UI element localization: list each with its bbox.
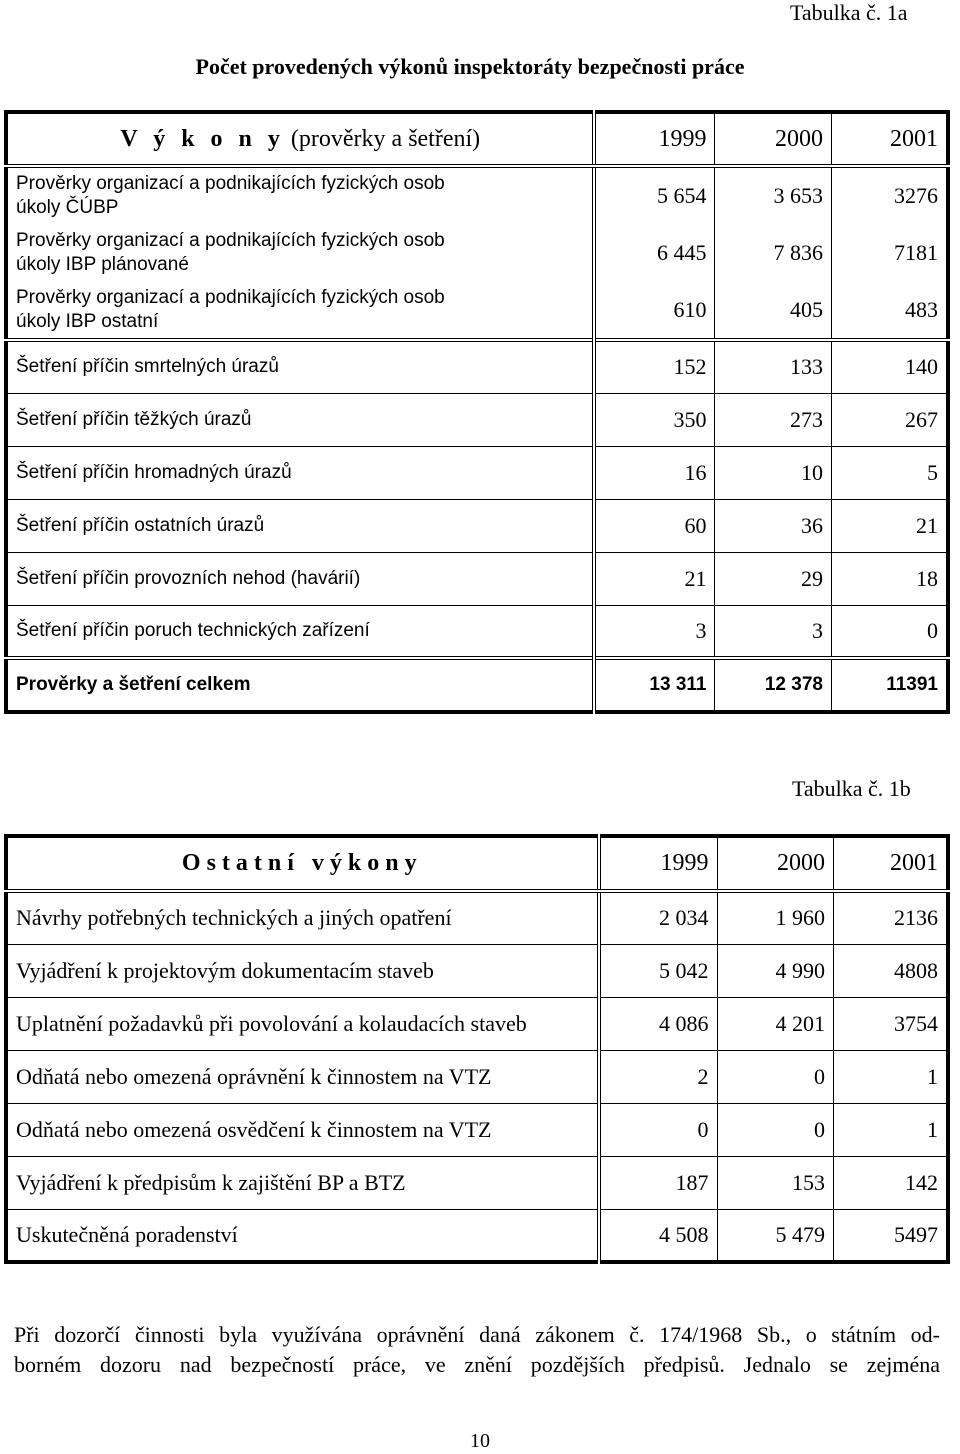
row-label: Odňatá nebo omezená osvědčení k činnostem na VTZ — [6, 1103, 599, 1156]
cell-2000: 0 — [717, 1050, 833, 1103]
cell-2000: 29 — [715, 552, 831, 605]
cell-2000: 3 653 — [715, 166, 831, 224]
table-row — [6, 997, 948, 1050]
cell-2001: 483 — [831, 282, 948, 340]
cell-2000: 7 836 — [715, 224, 831, 282]
table-row — [6, 166, 948, 224]
table-row — [6, 552, 948, 605]
cell-2001: 5 — [831, 446, 948, 499]
cell-2001: 267 — [831, 393, 948, 446]
cell-1999: 610 — [594, 282, 715, 340]
table-row — [6, 1209, 948, 1262]
cell-2000: 133 — [715, 340, 831, 393]
table-row — [6, 224, 948, 282]
table-row — [6, 446, 948, 499]
year-header: 2001 — [831, 112, 948, 166]
cell-2000: 4 201 — [717, 997, 833, 1050]
cell-1999: 16 — [594, 446, 715, 499]
page-number: 10 — [470, 1430, 490, 1452]
header-spaced: V ý k o n y — [120, 125, 285, 152]
cell-2000: 1 960 — [717, 891, 833, 944]
table-row — [6, 891, 948, 944]
cell-2000: 405 — [715, 282, 831, 340]
year-header: 2000 — [715, 112, 831, 166]
cell-2001: 7181 — [831, 224, 948, 282]
cell-2000: 10 — [715, 446, 831, 499]
cell-1999: 350 — [594, 393, 715, 446]
row-label: Odňatá nebo omezená oprávnění k činnostem na VTZ — [6, 1050, 599, 1103]
cell-2001: 1 — [834, 1103, 949, 1156]
cell-2001: 140 — [831, 340, 948, 393]
cell-2000: 273 — [715, 393, 831, 446]
total-2000: 12 378 — [715, 658, 831, 712]
year-header: 2000 — [717, 836, 833, 891]
paragraph-line: Při dozorčí činnosti byla využívána oprávnění daná zákonem č. 174/1968 Sb., o státním od- — [14, 1322, 940, 1347]
row-label: Šetření příčin poruch technických zařízení — [6, 605, 594, 658]
row-label: Prověrky organizací a podnikajících fyzických osob úkoly IBP ostatní — [16, 287, 445, 332]
row-label: Vyjádření k projektovým dokumentacím staveb — [6, 944, 599, 997]
cell-2001: 0 — [831, 605, 948, 658]
body-paragraph — [14, 1320, 940, 1380]
cell-1999: 152 — [594, 340, 715, 393]
header-rest: (prověrky a šetření) — [290, 125, 481, 152]
cell-1999: 5 042 — [599, 944, 718, 997]
row-label: Uplatnění požadavků při povolování a kolaudacích staveb — [6, 997, 599, 1050]
cell-1999: 3 — [594, 605, 715, 658]
table-header-row — [6, 112, 948, 166]
row-label: Šetření příčin ostatních úrazů — [6, 499, 594, 552]
table-row — [6, 340, 948, 393]
table-header-row — [6, 836, 948, 891]
table-row — [6, 1050, 948, 1103]
cell-2001: 2136 — [834, 891, 949, 944]
cell-2000: 0 — [717, 1103, 833, 1156]
cell-1999: 21 — [594, 552, 715, 605]
table-row — [6, 499, 948, 552]
cell-2000: 153 — [717, 1156, 833, 1209]
total-2001: 11391 — [831, 658, 948, 712]
cell-2001: 3754 — [834, 997, 949, 1050]
table-row — [6, 393, 948, 446]
cell-1999: 2 — [599, 1050, 718, 1103]
row-label: Šetření příčin provozních nehod (havárií) — [6, 552, 594, 605]
cell-1999: 6 445 — [594, 224, 715, 282]
cell-1999: 5 654 — [594, 166, 715, 224]
cell-2001: 4808 — [834, 944, 949, 997]
cell-2001: 5497 — [834, 1209, 949, 1262]
table-row — [6, 282, 948, 340]
year-header: 2001 — [834, 836, 949, 891]
cell-2001: 3276 — [831, 166, 948, 224]
row-label: Šetření příčin těžkých úrazů — [6, 393, 594, 446]
cell-2001: 142 — [834, 1156, 949, 1209]
row-label: Šetření příčin hromadných úrazů — [6, 446, 594, 499]
paragraph-line: borném dozoru nad bezpečností práce, ve znění pozdějších předpisů. Jednalo se zejména — [14, 1352, 940, 1377]
year-header: 1999 — [599, 836, 718, 891]
cell-2001: 1 — [834, 1050, 949, 1103]
total-row — [6, 658, 948, 712]
cell-1999: 187 — [599, 1156, 718, 1209]
cell-1999: 2 034 — [599, 891, 718, 944]
table-row — [6, 944, 948, 997]
cell-2001: 18 — [831, 552, 948, 605]
table-1b — [4, 834, 950, 1264]
cell-2000: 36 — [715, 499, 831, 552]
row-label: Prověrky organizací a podnikajících fyzických osob úkoly IBP plánované — [16, 230, 445, 275]
cell-2000: 4 990 — [717, 944, 833, 997]
table-row — [6, 1103, 948, 1156]
table-1a — [4, 110, 950, 714]
table-row — [6, 605, 948, 658]
row-label: Prověrky organizací a podnikajících fyzických osob úkoly ČÚBP — [16, 173, 445, 218]
table-title: Ostatní výkony — [6, 836, 599, 891]
row-label: Uskutečněná poradenství — [6, 1209, 599, 1262]
total-label: Prověrky a šetření celkem — [6, 658, 594, 712]
cell-1999: 60 — [594, 499, 715, 552]
year-header: 1999 — [594, 112, 715, 166]
cell-2000: 5 479 — [717, 1209, 833, 1262]
cell-1999: 4 508 — [599, 1209, 718, 1262]
cell-2001: 21 — [831, 499, 948, 552]
cell-1999: 0 — [599, 1103, 718, 1156]
page-heading: Počet provedených výkonů inspektoráty bezpečnosti práce — [195, 54, 745, 79]
table-row — [6, 1156, 948, 1209]
table-label-1a: Tabulka č. 1a — [790, 0, 908, 25]
total-1999: 13 311 — [594, 658, 715, 712]
row-label: Šetření příčin smrtelných úrazů — [6, 340, 594, 393]
row-label: Návrhy potřebných technických a jiných opatření — [16, 905, 452, 931]
header-label — [6, 112, 594, 166]
table-label-1b: Tabulka č. 1b — [792, 776, 911, 801]
cell-1999: 4 086 — [599, 997, 718, 1050]
cell-2000: 3 — [715, 605, 831, 658]
row-label: Vyjádření k předpisům k zajištění BP a BTZ — [6, 1156, 599, 1209]
